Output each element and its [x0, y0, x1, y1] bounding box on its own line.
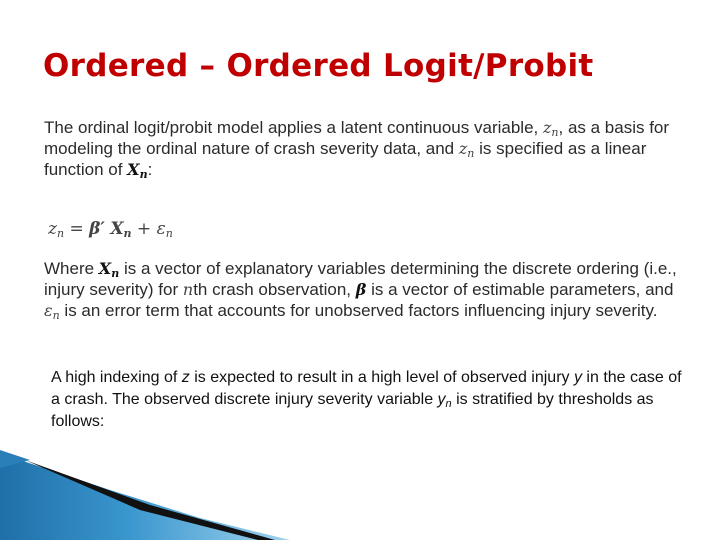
text-run: Where [44, 259, 99, 278]
math-epsilon: $\varepsilon_n$ [44, 301, 60, 322]
slide-title: Ordered – Ordered Logit/Probit [43, 48, 594, 84]
text-run: in the case of a crash. The observed discrete injury severity variable [51, 369, 682, 408]
text-run: A high indexing of [51, 369, 182, 386]
corner-decoration [0, 450, 290, 540]
math-z: $z_n$ [458, 139, 475, 160]
text-run: is a vector of explanatory variables determining the discrete ordering (i.e., injury severity) for [44, 259, 677, 299]
math-z: z [181, 369, 190, 386]
definition-paragraph [44, 258, 684, 321]
math-x: $X_n$ [127, 160, 148, 181]
text-run: is specified as a linear function of [44, 139, 647, 179]
text-run: is stratified by thresholds as follows: [51, 391, 654, 430]
math-x: $X_n$ [98, 259, 120, 280]
intro-paragraph [44, 117, 684, 180]
text-run: is an error term that accounts for unobserved factors influencing injury severity. [59, 301, 658, 320]
blue-swoosh [0, 453, 290, 540]
text-run: , as a basis for modeling the ordinal nature of crash severity data, and [44, 118, 670, 158]
text-run: : [147, 160, 153, 179]
math-beta: β [355, 280, 367, 299]
math-y: y [573, 369, 582, 386]
math-z: $z_n$ [542, 118, 559, 139]
text-run: The ordinal logit/probit model applies a latent continuous variable, [44, 118, 543, 137]
threshold-paragraph [51, 367, 691, 433]
math-yn: $y_n$ [437, 391, 452, 410]
text-run: th crash observation, [193, 280, 356, 299]
math-n: n [182, 280, 194, 299]
text-run: is expected to result in a high level of observed injury [189, 369, 574, 386]
latent-equation: $z_n = \beta'$ $X_n + \varepsilon_n$ [48, 219, 173, 240]
text-run: is a vector of estimable parameters, and [366, 280, 674, 299]
